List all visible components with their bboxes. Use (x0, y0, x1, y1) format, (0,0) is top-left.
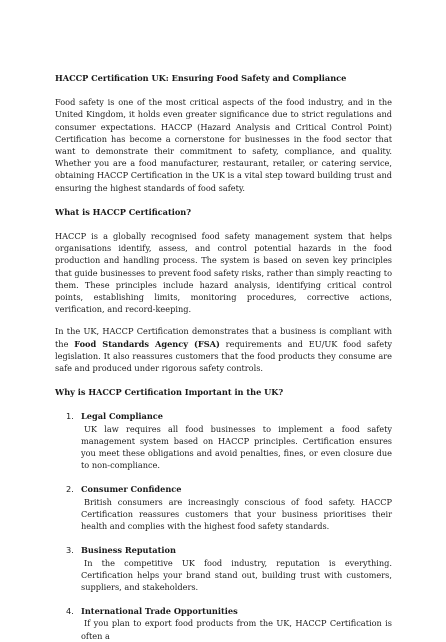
list-item-title: Legal Compliance (81, 411, 163, 422)
list-item-number: 4. (66, 606, 74, 617)
intro-paragraph: Food safety is one of the most critical aspects of the food industry, and in the United Kingdom, it holds even greater significance due to strict regulations and consumer expectations. HACCP (Hazard Analysis and Critical Control Point) Certification has become a cornerstone for businesses in the food sector that want to demonstrate their commitment to safety, compliance, and quality. Whether you are a food manufacturer, restaurant, retailer, or catering service, obtaining HACCP Certification in the UK is a vital step toward building trust and ensuring the highest standards of food safety. (55, 97, 392, 193)
list-item-title: Business Reputation (81, 545, 176, 556)
fsa-bold-text: Food Standards Agency (FSA) (74, 338, 220, 349)
list-item-body: If you plan to export food products from the UK, HACCP Certification is often a (81, 618, 392, 641)
haccp-definition-paragraph: HACCP is a globally recognised food safety management system that helps organisations identify, assess, and control potential hazards in the food production and handling process. The system is based on seven key principles that guide businesses to prevent food safety risks, rather than simply reacting to them. These principles include hazard analysis, identifying critical control points, establishing limits, monitoring procedures, corrective actions, verification, and record-keeping. (55, 231, 392, 315)
list-item-number: 1. (66, 411, 74, 422)
uk-compliance-text-end: requirements and EU/UK food safety legislation. It also reassures customers that the food products they consume are safe and produced under rigorous safety controls. (55, 338, 393, 374)
list-item-number: 2. (66, 484, 74, 495)
document-title: HACCP Certification UK: Ensuring Food Safety and Compliance (55, 73, 347, 83)
list-item-number: 3. (66, 545, 74, 556)
uk-compliance-text-start: In the UK, HACCP Certification demonstrates that a business is compliant with the (55, 326, 392, 349)
section-heading-why-important: Why is HACCP Certification Important in the UK? (55, 387, 284, 398)
section-heading-what-is-haccp: What is HACCP Certification? (55, 206, 192, 217)
uk-compliance-paragraph (55, 325, 392, 374)
reasons-list (55, 410, 392, 641)
list-item-body: British consumers are increasingly conscious of food safety. HACCP Certification reassures customers that your business prioritises their health and complies with the highest food safety standards. (81, 496, 392, 532)
list-item (55, 544, 392, 593)
list-item-title: Consumer Confidence (81, 484, 182, 495)
list-item-title: International Trade Opportunities (81, 606, 238, 617)
list-item-body: UK law requires all food businesses to implement a food safety management system based on HACCP principles. Certification ensures you meet these obligations and avoid penalties, fines, or even closure due to non-compliance. (81, 423, 392, 471)
list-item (55, 483, 392, 532)
list-item-body: In the competitive UK food industry, reputation is everything. Certification helps your brand stand out, building trust with customers, suppliers, and stakeholders. (81, 557, 392, 592)
list-item (55, 410, 392, 471)
list-item (55, 605, 392, 642)
